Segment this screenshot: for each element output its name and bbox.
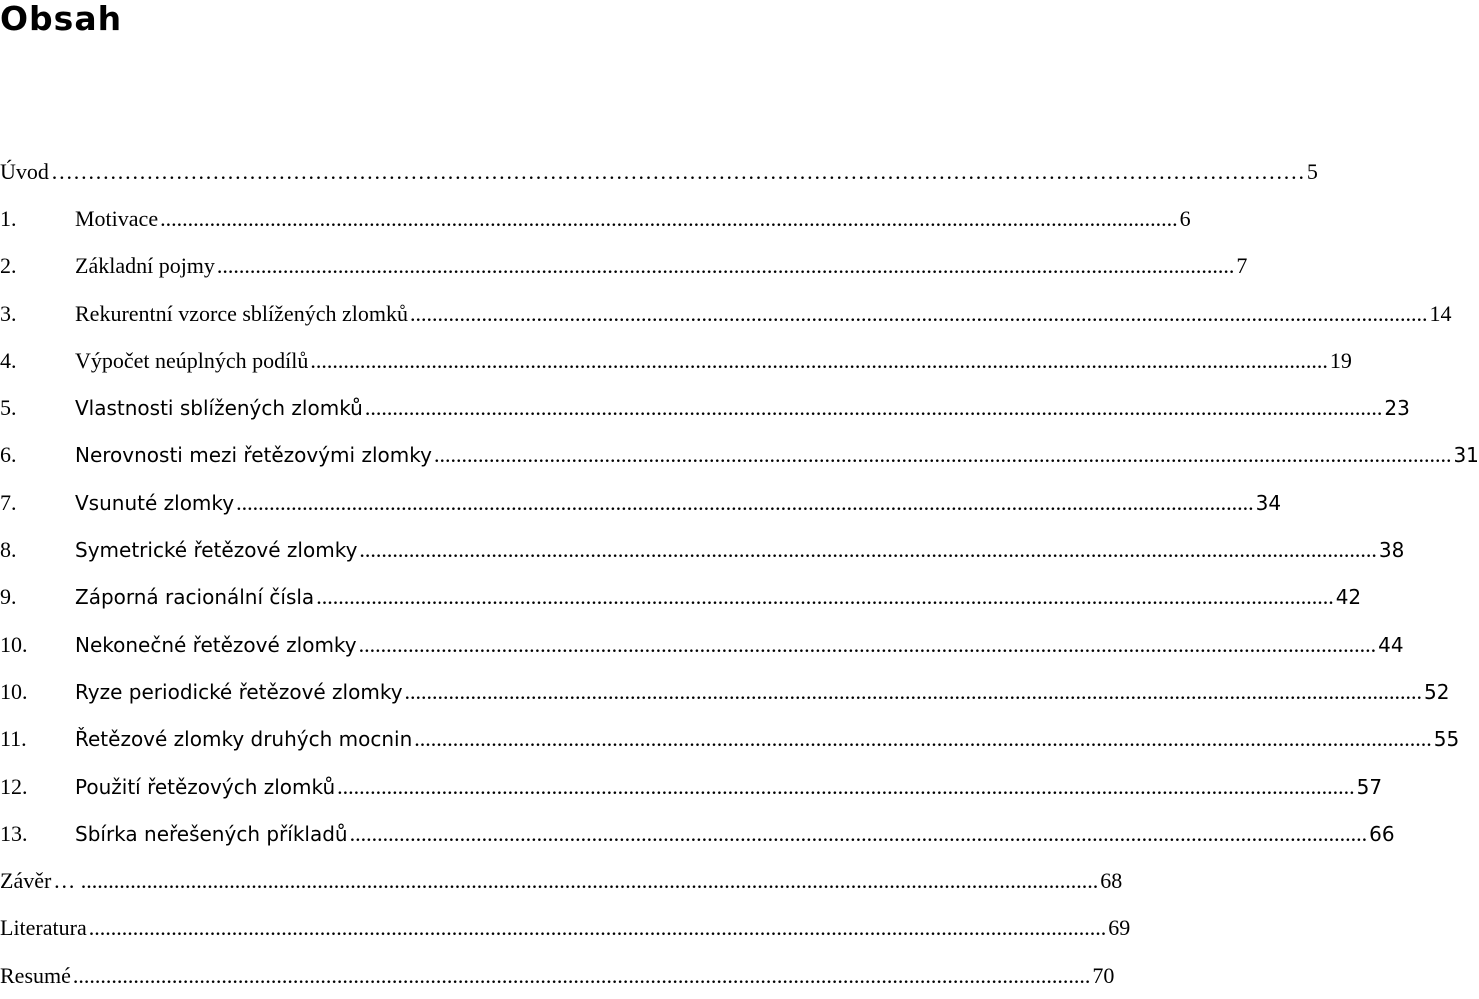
toc-dot-leader: ......................................................................................................................................................................................... [359,537,1377,563]
toc-entry-number: 2. [0,253,17,279]
toc-entry-page-number: 44 [1378,632,1404,657]
toc-entry-label: Vlastnosti sblížených zlomků [75,396,363,421]
toc-entry-page-number: 42 [1335,585,1362,610]
toc-entry-label: Literatura [0,915,87,941]
toc-dot-leader: ......................................................................................................................................................................................... [216,253,1235,279]
toc-entry-number: 7. [0,489,17,515]
toc-dot-leader: ......................................................................................................................................................................................... [337,773,1355,799]
toc-entry-number: 9. [0,584,17,610]
toc-dot-leader: ......................................................................................................................................................................................... [433,442,1452,468]
toc-entry-label: Sbírka neřešených příkladů [75,821,348,846]
toc-entry-number: 12. [0,773,28,799]
toc-entry-number: 5. [0,395,17,421]
toc-entry-page-number: 19 [1329,347,1352,373]
toc-entry[interactable] [0,479,1282,526]
toc-entry-number: 13. [0,820,28,846]
toc-entry[interactable] [0,243,1248,290]
toc-entry-number: 1. [0,205,17,231]
toc-entry[interactable] [0,716,1460,763]
toc-dot-leader: ......................................................................................................................................................................................... [409,300,1428,326]
toc-entry-page-number: 31 [1453,443,1479,468]
toc-dot-leader: ......................................................................................................................................................................................... [72,962,1091,988]
toc-entry-number: 3. [0,300,17,326]
toc-entry-page-number: 69 [1108,915,1131,941]
toc-entry-label: Nekonečné řetězové zlomky [75,632,357,657]
toc-entry-label: Ryze periodické řetězové zlomky [75,679,403,704]
toc-entry-label: Záporná racionální čísla [75,585,315,610]
toc-entry-page-number: 68 [1100,868,1123,894]
toc-entry[interactable] [0,195,1191,242]
toc-entry[interactable] [0,621,1404,668]
toc-entry-label: Nerovnosti mezi řetězovými zlomky [75,443,432,468]
toc-entry-page-number: 52 [1424,679,1450,704]
toc-entry[interactable] [0,148,1318,195]
toc-entry-label: Vsunuté zlomky [75,490,235,515]
toc-dot-leader: ......................................................................................................................................................................................... [160,205,1178,231]
toc-entry-page-number: 23 [1384,396,1410,421]
toc-entry[interactable] [0,763,1383,810]
toc-entry-label: Resumé [0,962,71,988]
toc-dot-leader: ......................................................................................................................................................................................... [310,347,1328,373]
toc-entry-label: Řetězové zlomky druhých mocnin [75,727,413,752]
toc-entry[interactable] [0,668,1450,715]
toc-entry-label: Rekurentní vzorce sblížených zlomků [75,300,408,326]
toc-entry[interactable] [0,432,1479,479]
toc-entry-page-number: 38 [1378,538,1405,563]
toc-entry-number: 10. [0,631,28,657]
toc-dot-leader: ......................................................................................................................................................................................... [358,631,1377,657]
toc-dot-leader: ......................................................................................................................................................................................... [236,489,1254,515]
toc-entry-page-number: 55 [1433,727,1460,752]
toc-dot-leader: ……………………………………………………………………………………………………………………………………………………… [50,158,1305,184]
toc-entry-number: 8. [0,537,17,563]
toc-entry[interactable] [0,526,1405,573]
toc-entry-page-number: 34 [1255,490,1282,515]
toc-entry[interactable] [0,384,1410,431]
toc-entry-label: Základní pojmy [75,253,215,279]
toc-entry-label: Výpočet neúplných podílů [75,347,309,373]
toc-entry-label: Symetrické řetězové zlomky [75,538,358,563]
toc-entry-page-number: 66 [1369,821,1395,846]
toc-entry-page-number: 6 [1179,205,1191,231]
page-title: Obsah [0,0,123,38]
toc-entry[interactable] [0,290,1452,337]
toc-dot-leader: ......................................................................................................................................................................................... [349,820,1368,846]
toc-dot-leader: ......................................................................................................................................................................................... [316,584,1334,610]
toc-entry-number: 6. [0,442,17,468]
toc-entry-page-number: 70 [1092,962,1115,988]
toc-entry[interactable] [0,574,1362,621]
toc-entry-label: Použití řetězových zlomků [75,774,336,799]
toc-entry-label: Závěr [0,868,52,894]
toc-dot-leader: … ......................................................................................................................................................................................... [53,868,1099,894]
toc-dot-leader: ......................................................................................................................................................................................... [414,726,1432,752]
toc-entry-number: 10. [0,678,28,704]
toc-dot-leader: ......................................................................................................................................................................................... [404,678,1423,704]
toc-entry-number: 4. [0,347,17,373]
toc-dot-leader: ......................................................................................................................................................................................... [88,915,1107,941]
toc-entry[interactable] [0,905,1131,952]
toc-entry-page-number: 14 [1429,300,1452,326]
toc-entry-number: 11. [0,726,27,752]
toc-dot-leader: ......................................................................................................................................................................................... [364,395,1383,421]
toc-entry-page-number: 57 [1356,774,1383,799]
toc-entry-page-number: 7 [1236,253,1248,279]
toc-entry[interactable] [0,857,1123,904]
toc-entry[interactable] [0,337,1352,384]
table-of-contents [0,148,1479,999]
toc-entry-label: Motivace [75,205,159,231]
toc-entry[interactable] [0,952,1115,999]
toc-entry[interactable] [0,810,1395,857]
toc-entry-label: Úvod [0,158,49,184]
toc-entry-page-number: 5 [1306,158,1318,184]
